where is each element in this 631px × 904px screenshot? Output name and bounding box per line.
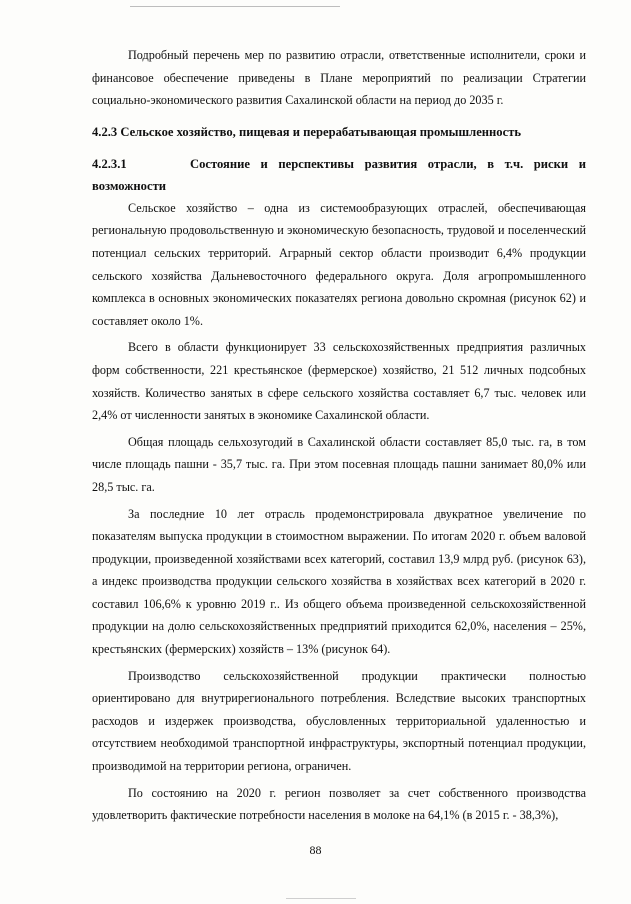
subsection-number: 4.2.3.1: [92, 156, 127, 171]
paragraph-self-sufficiency: По состоянию на 2020 г. регион позволяет за счет собственного производства удовлетворить фактические потребности населения в молоке на 64,1% (в 2015 г. - 38,3%),: [92, 785, 586, 823]
paragraph-regional-consumption: Производство сельскохозяйственной продукции практически полностью ориентировано для внутрирегионального потребления. Вследствие высоких транспортных расходов и издержек производства, обусловленных территориальной удаленностью и отсутствием необходимой транспортной инфраструктуры, экспортный потенциал продукции, производимой на территории региона, ограничен.: [92, 668, 586, 774]
top-scan-rule: [130, 6, 340, 7]
paragraph-agriculture-overview: Сельское хозяйство – одна из системообразующих отраслей, обеспечивающая региональную продовольственную и экономическую безопасность, трудовой и поселенческий потенциал сельских территорий. Аграрный сектор области производит 6,4% продукции сельского хозяйства Дальневосточного федерального округа. Доля агропромышленного комплекса в основных экономических показателях региона довольно скромная (рисунок 62) и составляет около 1%.: [92, 200, 586, 328]
intro-paragraph: Подробный перечень мер по развитию отрасли, ответственные исполнители, сроки и финансовое обеспечение приведены в Плане мероприятий по реализации Стратегии социально-экономического развития Сахалинской области на период до 2035 г.: [92, 48, 586, 108]
subsection-title-continued: возможности: [92, 178, 167, 193]
paragraph-production-growth: За последние 10 лет отрасль продемонстрировала двукратное увеличение по показателям выпуска продукции в стоимостном выражении. По итогам 2020 г. объем валовой продукции, произведенной хозяйствами всех категорий, составил 13,9 млрд руб. (рисунок 63), а индекс производства продукции сельского хозяйства в хозяйствах всех категорий в 2020 г. составил 106,6% к уровню 2019 г.. Из общего объема произведенной сельскохозяйственной продукции на долю сельскохозяйственных предприятий приходится 62,0%, населения – 25%, крестьянских (фермерских) хозяйств – 13% (рисунок 64).: [92, 506, 586, 657]
bottom-scan-rule: [286, 898, 356, 899]
paragraph-enterprises: Всего в области функционирует 33 сельскохозяйственных предприятия различных форм собственности, 221 крестьянское (фермерское) хозяйство, 21 512 личных подсобных хозяйств. Количество занятых в сфере сельского хозяйства составляет 6,7 тыс. человек или 2,4% от численности занятых в экономике Сахалинской области.: [92, 340, 586, 423]
subsection-heading: [92, 153, 586, 175]
page-number: 88: [309, 843, 322, 857]
paragraph-land-area: Общая площадь сельхозугодий в Сахалинской области составляет 85,0 тыс. га, в том числе площадь пашни - 35,7 тыс. га. При этом посевная площадь пашни занимает 80,0% или 28,5 тыс. га.: [92, 434, 586, 494]
section-heading: 4.2.3 Сельское хозяйство, пищевая и перерабатывающая промышленность: [92, 124, 522, 139]
page-content: [92, 44, 586, 827]
subsection-title: Состояние и перспективы развития отрасли, в т.ч. риски и: [190, 156, 586, 171]
